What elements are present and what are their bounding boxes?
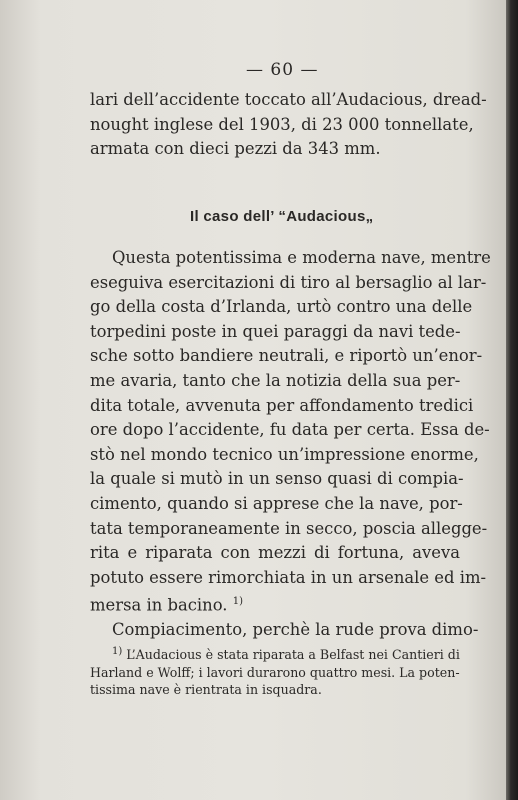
body-paragraph bbox=[90, 246, 491, 643]
text-line: eseguiva esercitazioni di tiro al bersaglio al lar- bbox=[90, 272, 487, 292]
top-paragraph bbox=[90, 88, 487, 162]
section-heading: Il caso dell’ “Audacious„ bbox=[190, 208, 374, 225]
text-line: cimento, quando si apprese che la nave, por- bbox=[90, 493, 463, 513]
text-line: lari dell’accidente toccato all’Audacious, dread- bbox=[90, 90, 487, 109]
footnote-line: Harland e Wolff; i lavori durarono quattro mesi. La poten- bbox=[90, 664, 460, 680]
footnote-marker: 1) bbox=[232, 596, 243, 608]
footnote bbox=[90, 643, 460, 699]
text-line: sche sotto bandiere neutrali, e riportò un’enor- bbox=[90, 346, 483, 366]
text-line: stò nel mondo tecnico un’impressione enorme, bbox=[90, 444, 479, 464]
page-number: — 60 — bbox=[246, 60, 319, 80]
footnote-line: tissima nave è rientrata in isquadra. bbox=[90, 682, 322, 698]
text-line: armata con dieci pezzi da 343 mm. bbox=[90, 139, 381, 159]
text-line: Questa potentissima e moderna nave, mentre bbox=[112, 248, 491, 267]
text-line: ore dopo l’accidente, fu data per certa. Essa de- bbox=[90, 420, 490, 440]
text-line: potuto essere rimorchiata in un arsenale ed im- bbox=[90, 567, 487, 587]
text-line: la quale si mutò in un senso quasi di compia- bbox=[90, 469, 464, 489]
text-line: dita totale, avvenuta per affondamento tredici bbox=[90, 395, 474, 415]
footnote-line bbox=[90, 643, 460, 664]
text-line: me avaria, tanto che la notizia della sua per- bbox=[90, 370, 461, 390]
text-line: rita e riparata con mezzi di fortuna, aveva bbox=[90, 543, 460, 563]
footnote-number: 1) bbox=[112, 646, 123, 657]
text-line: nought inglese del 1903, di 23 000 tonnellate, bbox=[90, 114, 474, 134]
page-edge-shadow bbox=[506, 0, 518, 800]
text-line: torpedini poste in quei paraggi da navi tede- bbox=[90, 321, 461, 341]
text-line: go della costa d’Irlanda, urtò contro una delle bbox=[90, 297, 473, 317]
text-line bbox=[90, 590, 460, 618]
footnote-text: L’Audacious è stata riparata a Belfast nei Cantieri di bbox=[126, 647, 460, 663]
text-line-end: mersa in bacino. bbox=[90, 595, 228, 615]
text-line: Compiacimento, perchè la rude prova dimo- bbox=[112, 620, 479, 640]
text-line: tata temporaneamente in secco, poscia allegge- bbox=[90, 518, 488, 538]
